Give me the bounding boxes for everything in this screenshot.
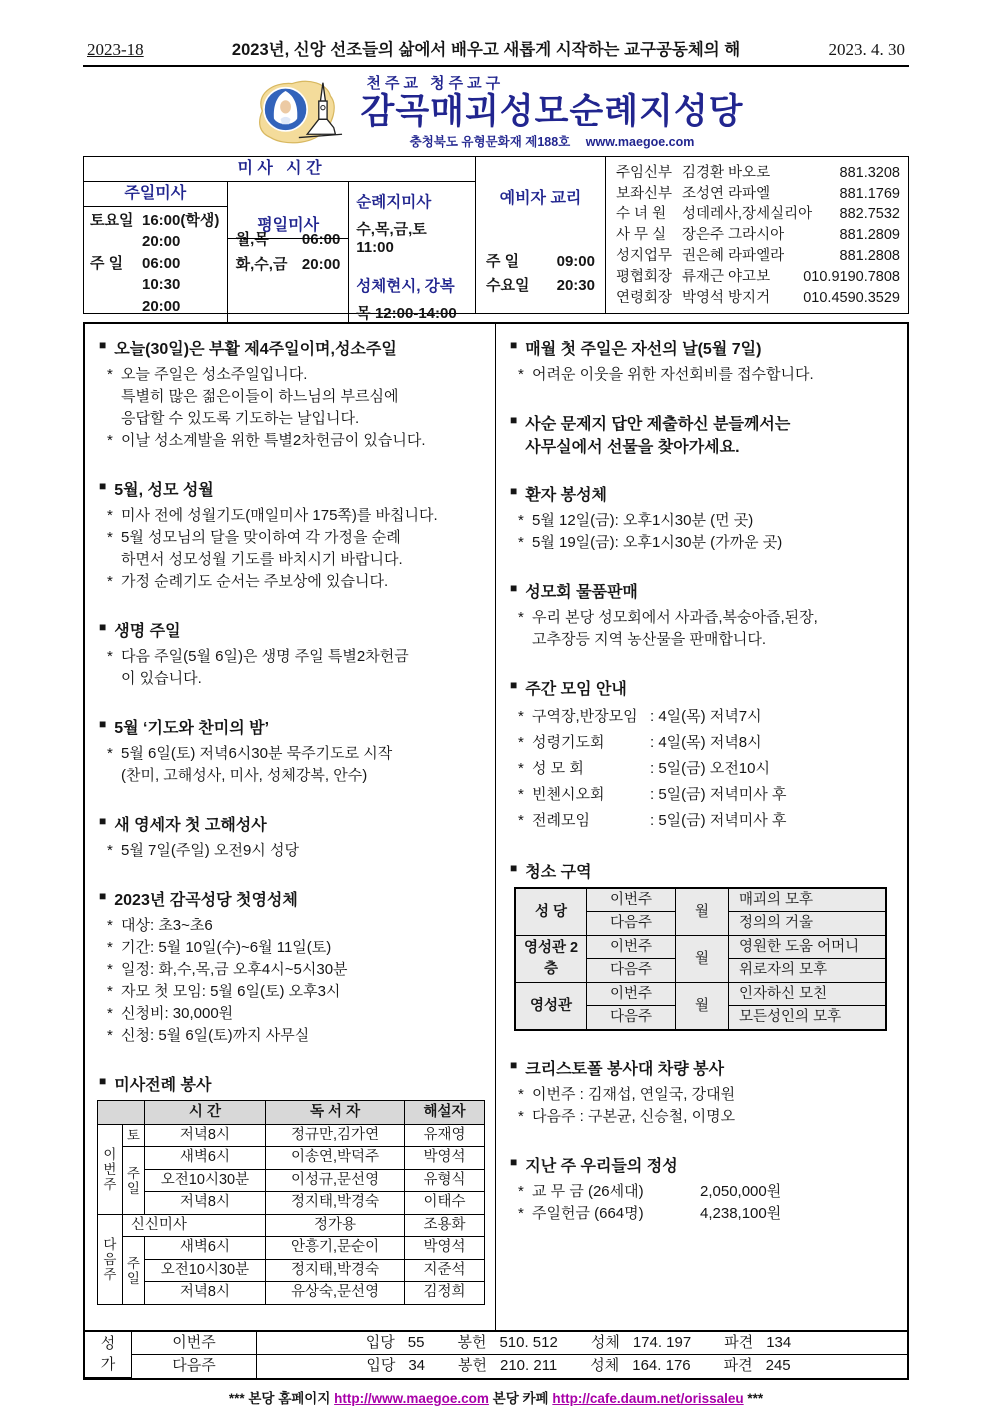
staff-row: 사 무 실 장은주 그라시아 881.2809 [616, 227, 900, 244]
offering-row: * 주일헌금 (664명) 4,238,100원 [518, 1204, 782, 1222]
item-line: 이날 성소계발을 위한 특별2차헌금이 있습니다. [121, 431, 426, 449]
item-line: 가정 순례기도 순서는 주보상에 있습니다. [121, 572, 389, 590]
section-communion-for-sick [508, 482, 897, 554]
section-weekly-meetings [508, 676, 897, 834]
mass-time: 20:00 [142, 297, 181, 315]
day-label: 토 [122, 1124, 144, 1147]
item-line: 특별히 많은 젊은이들이 하느님의 부르심에 [121, 387, 399, 405]
section-lent-quiz-gift [508, 411, 897, 457]
website-link[interactable]: www.maegoe.com [585, 134, 695, 149]
staff-row: 성지업무 권은혜 라파엘라 881.2808 [616, 247, 900, 264]
col-header-reader: 독 서 자 [266, 1100, 405, 1124]
table-row: 저녁8시 유상숙,문선영 김정희 [98, 1282, 485, 1305]
mass-time: 16:00(학생) [142, 211, 220, 229]
week-label: 이번주 [98, 1124, 123, 1214]
item-bullet: * [518, 511, 524, 529]
item-bullet: * [107, 960, 113, 978]
mass-day: 주 일 [90, 254, 124, 272]
day-label: 주일 [122, 1237, 144, 1305]
mass-day [90, 274, 142, 296]
col-header-commentator: 해설자 [405, 1100, 485, 1124]
issue-number: 2023-18 [87, 40, 144, 59]
item-bullet: * [107, 841, 113, 859]
item-line: 기간: 5월 10일(수)~6월 11일(토) [121, 938, 332, 956]
hymn-numbers: 입당 55 봉헌 510. 512 성체 174. 197 파견 134 [257, 1331, 908, 1355]
liturgy-table [97, 1100, 485, 1305]
table-row [85, 1355, 907, 1378]
item-bullet: * [518, 1107, 524, 1125]
item-line: 신청비: 30,000원 [121, 1004, 234, 1022]
table-header-row [98, 1100, 485, 1124]
section-heading: 주간 모임 안내 [525, 680, 627, 698]
section-prayer-praise-night [97, 715, 485, 787]
section-cleaning-area [508, 859, 897, 1031]
section-sodality-sale [508, 579, 897, 651]
mass-day: 월,목 [235, 230, 269, 248]
item-bullet: * [518, 608, 524, 626]
church-name: 감곡매괴성모순례지성당 [360, 92, 744, 131]
section-bullet: ■ [99, 619, 107, 634]
table-row: 오전10시30분 이성규,문선영 유형식 [98, 1169, 485, 1192]
section-may-month [97, 477, 485, 593]
mass-day [90, 231, 142, 253]
week-label: 다음주 [98, 1214, 123, 1304]
section-heading: 청소 구역 [525, 863, 592, 881]
pilgrim-mass-time: 수,목,금,토 11:00 [356, 220, 431, 256]
meeting-row: * 성령기도회 : 4일(목) 저녁8시 [518, 733, 762, 751]
section-heading: 매월 첫 주일은 자선의 날(5월 7일) [525, 340, 762, 358]
table-row: 다음주 정의의 거울 [515, 912, 886, 936]
item-line: 5월 7일(주일) 오전9시 성당 [121, 841, 299, 859]
item-line: 하면서 성모성월 기도를 바치시기 바랍니다. [121, 550, 403, 568]
section-liturgy-service [97, 1072, 485, 1305]
item-bullet: * [518, 533, 524, 551]
section-bullet: ■ [510, 580, 518, 595]
offering-row: * 교 무 금 (26세대) 2,050,000원 [518, 1182, 782, 1200]
cafe-link[interactable]: http://cafe.daum.net/orissaleu [552, 1391, 744, 1407]
year-motto: 2023년, 신앙 선조들의 삶에서 배우고 새롭게 시작하는 교구공동체의 해 [231, 41, 741, 59]
section-bullet: ■ [510, 412, 518, 427]
right-column [496, 324, 907, 1330]
catechumen-day: 수요일 [486, 276, 530, 294]
section-last-week-offering [508, 1153, 897, 1225]
item-line: 다음 주일(5월 6일)은 생명 주일 특별2차헌금 [121, 647, 409, 665]
section-bullet: ■ [510, 337, 518, 352]
masthead-text [361, 72, 744, 150]
sunday-mass-column [84, 182, 228, 323]
item-line: 5월 19일(금): 오후1시30분 (가까운 곳) [532, 533, 783, 551]
table-row: 영성관 2층 이번주 월 영원한 도움 어머니 [515, 935, 886, 959]
staff-row: 주임신부 김경환 바오로 881.3208 [616, 164, 900, 181]
section-bullet: ■ [510, 483, 518, 498]
section-first-communion [97, 887, 485, 1047]
table-row: 다음주 신신미사 정가용 조용화 [98, 1214, 485, 1237]
section-bullet: ■ [510, 677, 518, 692]
item-bullet: * [107, 744, 113, 762]
mass-time: 20:00 [142, 233, 181, 251]
item-line: 어려운 이웃을 위한 자선회비를 접수합니다. [532, 365, 814, 383]
section-heading: 새 영세자 첫 고해성사 [114, 816, 267, 834]
item-bullet: * [107, 938, 113, 956]
staff-row: 보좌신부 조성연 라파엘 881.1769 [616, 185, 900, 202]
catechumen-class-box [476, 157, 606, 313]
masthead-subline [361, 132, 744, 150]
weekday-mass-column [228, 182, 350, 323]
weekday-mass-header: 평일미사 [228, 214, 349, 239]
heritage-label: 충청북도 유형문화재 제188호 [409, 134, 571, 149]
item-line: 이번주 : 김재섭, 연일국, 강대원 [532, 1085, 736, 1103]
section-bullet: ■ [99, 888, 107, 903]
hymn-numbers: 입당 34 봉헌 210. 211 성체 164. 176 파견 245 [257, 1355, 908, 1378]
item-bullet: * [107, 1004, 113, 1022]
diocese-name: 천주교 청주교구 [366, 75, 505, 92]
section-heading: 지난 주 우리들의 정성 [525, 1157, 678, 1175]
table-row: 다음주 위로자의 모후 [515, 959, 886, 983]
mass-time: 06:00 [301, 230, 341, 248]
pilgrim-mass-column [349, 182, 475, 323]
table-row: 이번주 토 저녁8시 정규만,김가연 유재영 [98, 1124, 485, 1147]
item-bullet: * [518, 365, 524, 383]
item-line: 이 있습니다. [121, 669, 202, 687]
item-bullet: * [107, 982, 113, 1000]
mass-time: 10:30 [142, 276, 181, 294]
section-christopher-drivers [508, 1056, 897, 1128]
table-row: 영성관 이번주 월 인자하신 모친 [515, 982, 886, 1006]
item-bullet: * [107, 506, 113, 524]
footer-stars: *** [747, 1391, 764, 1407]
item-bullet: * [107, 572, 113, 590]
item-line: 우리 본당 성모회에서 사과즙,복숭아즙,된장, [532, 608, 818, 626]
section-heading: 생명 주일 [114, 622, 181, 640]
item-line: 오늘 주일은 성소주일입니다. [121, 365, 308, 383]
catechumen-time: 20:30 [556, 276, 595, 294]
section-bullet: ■ [510, 860, 518, 875]
section-charity-day [508, 336, 897, 386]
info-band [83, 156, 909, 322]
section-heading: 크리스토폴 봉사대 차량 봉사 [525, 1060, 725, 1078]
footer-stars: *** [228, 1391, 245, 1407]
item-line: 대상: 초3~초6 [121, 916, 213, 934]
catechumen-header: 예비자 교리 [499, 189, 582, 207]
masthead [83, 67, 909, 156]
item-bullet: * [107, 1026, 113, 1044]
hymn-table [85, 1330, 907, 1379]
mass-day: 토요일 [90, 211, 134, 229]
item-bullet: * [107, 647, 113, 665]
parish-emblem-icon [249, 75, 357, 147]
staff-row: 수 녀 원 성데레사,장세실리아 882.7532 [616, 206, 900, 223]
item-bullet: * [518, 1085, 524, 1103]
week-label: 다음주 [132, 1355, 257, 1378]
day-label: 주일 [122, 1147, 144, 1215]
item-line: 자모 첫 모임: 5월 6일(토) 오후3시 [121, 982, 341, 1000]
section-bullet: ■ [99, 478, 107, 493]
table-row: 성 당 이번주 월 매괴의 모후 [515, 888, 886, 912]
section-life-sunday [97, 618, 485, 690]
mass-day: 화,수,금 [235, 256, 288, 274]
meeting-row: * 구역장,반장모임 : 4일(목) 저녁7시 [518, 707, 762, 725]
item-line: 신청: 5월 6일(토)까지 사무실 [121, 1026, 310, 1044]
homepage-link[interactable]: http://www.maegoe.com [334, 1391, 489, 1407]
offering-amount: 4,238,100원 [700, 1204, 782, 1222]
section-vocation-sunday [97, 336, 485, 452]
table-row [85, 1331, 907, 1355]
staff-directory [606, 157, 908, 313]
item-bullet: * [107, 431, 113, 449]
item-line: 응답할 수 있도록 기도하는 날입니다. [121, 409, 360, 427]
meeting-row: * 전례모임 : 5일(금) 저녁미사 후 [518, 811, 787, 829]
col-header-time: 시 간 [144, 1100, 265, 1124]
mass-time-table [84, 157, 476, 322]
item-bullet: * [107, 528, 113, 546]
issue-date: 2023. 4. 30 [828, 40, 905, 59]
staff-row: 평협회장 류재근 야고보 010.9190.7808 [616, 268, 900, 285]
meeting-row: * 성 모 회 : 5일(금) 오전10시 [518, 759, 770, 777]
mass-day [90, 296, 142, 318]
section-heading: 환자 봉성체 [525, 486, 607, 504]
item-line: 5월 6일(토) 저녁6시30분 묵주기도로 시작 [121, 744, 393, 762]
table-row: 저녁8시 정지태,박경숙 이태수 [98, 1192, 485, 1215]
meeting-row: * 빈첸시오회 : 5일(금) 저녁미사 후 [518, 785, 787, 803]
pilgrim-mass-header: 순례지미사 [356, 193, 432, 211]
main-content-box [83, 322, 909, 1381]
mass-time: 06:00 [142, 254, 181, 272]
hymn-label: 성가 [85, 1331, 132, 1378]
left-column [85, 324, 496, 1330]
adoration-time: 목 12:00-14:00 [356, 304, 457, 322]
section-heading: 성모회 물품판매 [525, 583, 638, 601]
item-bullet: * [107, 916, 113, 934]
homepage-label: 본당 홈페이지 [248, 1391, 331, 1407]
item-line: 일정: 화,수,목,금 오후4시~5시30분 [121, 960, 348, 978]
section-bullet: ■ [99, 813, 107, 828]
section-heading: 사순 문제지 답안 제출하신 분들께서는 사무실에서 선물을 찾아가세요. [525, 415, 791, 456]
section-heading: 2023년 감곡성당 첫영성체 [114, 891, 298, 909]
cleaning-table [514, 887, 887, 1031]
item-line: 5월 성모님의 달을 맞이하여 각 가정을 순례 [121, 528, 401, 546]
bulletin-page [83, 0, 909, 1407]
item-bullet: * [107, 365, 113, 383]
offering-amount: 2,050,000원 [700, 1182, 782, 1200]
table-row: 주일 새벽6시 안흥기,문순이 박영석 [98, 1237, 485, 1260]
staff-row: 연령회장 박영석 방지거 010.4590.3529 [616, 289, 900, 306]
section-bullet: ■ [99, 1073, 107, 1088]
section-heading: 미사전례 봉사 [114, 1076, 212, 1094]
table-row: 오전10시30분 정지태,박경숙 지준석 [98, 1259, 485, 1282]
section-heading: 5월 ‘기도와 찬미의 밤’ [114, 719, 270, 737]
item-line: 미사 전에 성월기도(매일미사 175쪽)를 바칩니다. [121, 506, 438, 524]
item-line: 고추장등 지역 농산물을 판매합니다. [532, 630, 767, 648]
footer [83, 1387, 909, 1407]
section-bullet: ■ [99, 716, 107, 731]
sunday-mass-header: 주일미사 [84, 182, 227, 207]
catechumen-time: 09:00 [556, 252, 595, 270]
section-bullet: ■ [510, 1154, 518, 1169]
section-bullet: ■ [99, 337, 107, 352]
catechumen-day: 주 일 [486, 252, 520, 270]
header-meta [83, 36, 909, 67]
section-heading: 5월, 성모 성월 [114, 481, 214, 499]
item-line: (찬미, 고해성사, 미사, 성체강복, 안수) [121, 766, 368, 784]
cafe-label: 본당 카페 [492, 1391, 549, 1407]
adoration-header: 성체현시, 강복 [356, 277, 455, 295]
table-row: 다음주 모든성인의 모후 [515, 1006, 886, 1030]
table-row: 주일 새벽6시 이송연,박덕주 박영석 [98, 1147, 485, 1170]
mass-time-title: 미 사 시 간 [84, 157, 475, 182]
week-label: 이번주 [132, 1331, 257, 1355]
section-first-confession [97, 812, 485, 862]
item-line: 다음주 : 구본균, 신승철, 이명오 [532, 1107, 736, 1125]
section-bullet: ■ [510, 1057, 518, 1072]
item-line: 5월 12일(금): 오후1시30분 (먼 곳) [532, 511, 754, 529]
mass-time: 20:00 [301, 256, 341, 274]
section-heading: 오늘(30일)은 부활 제4주일이며,성소주일 [114, 340, 397, 358]
